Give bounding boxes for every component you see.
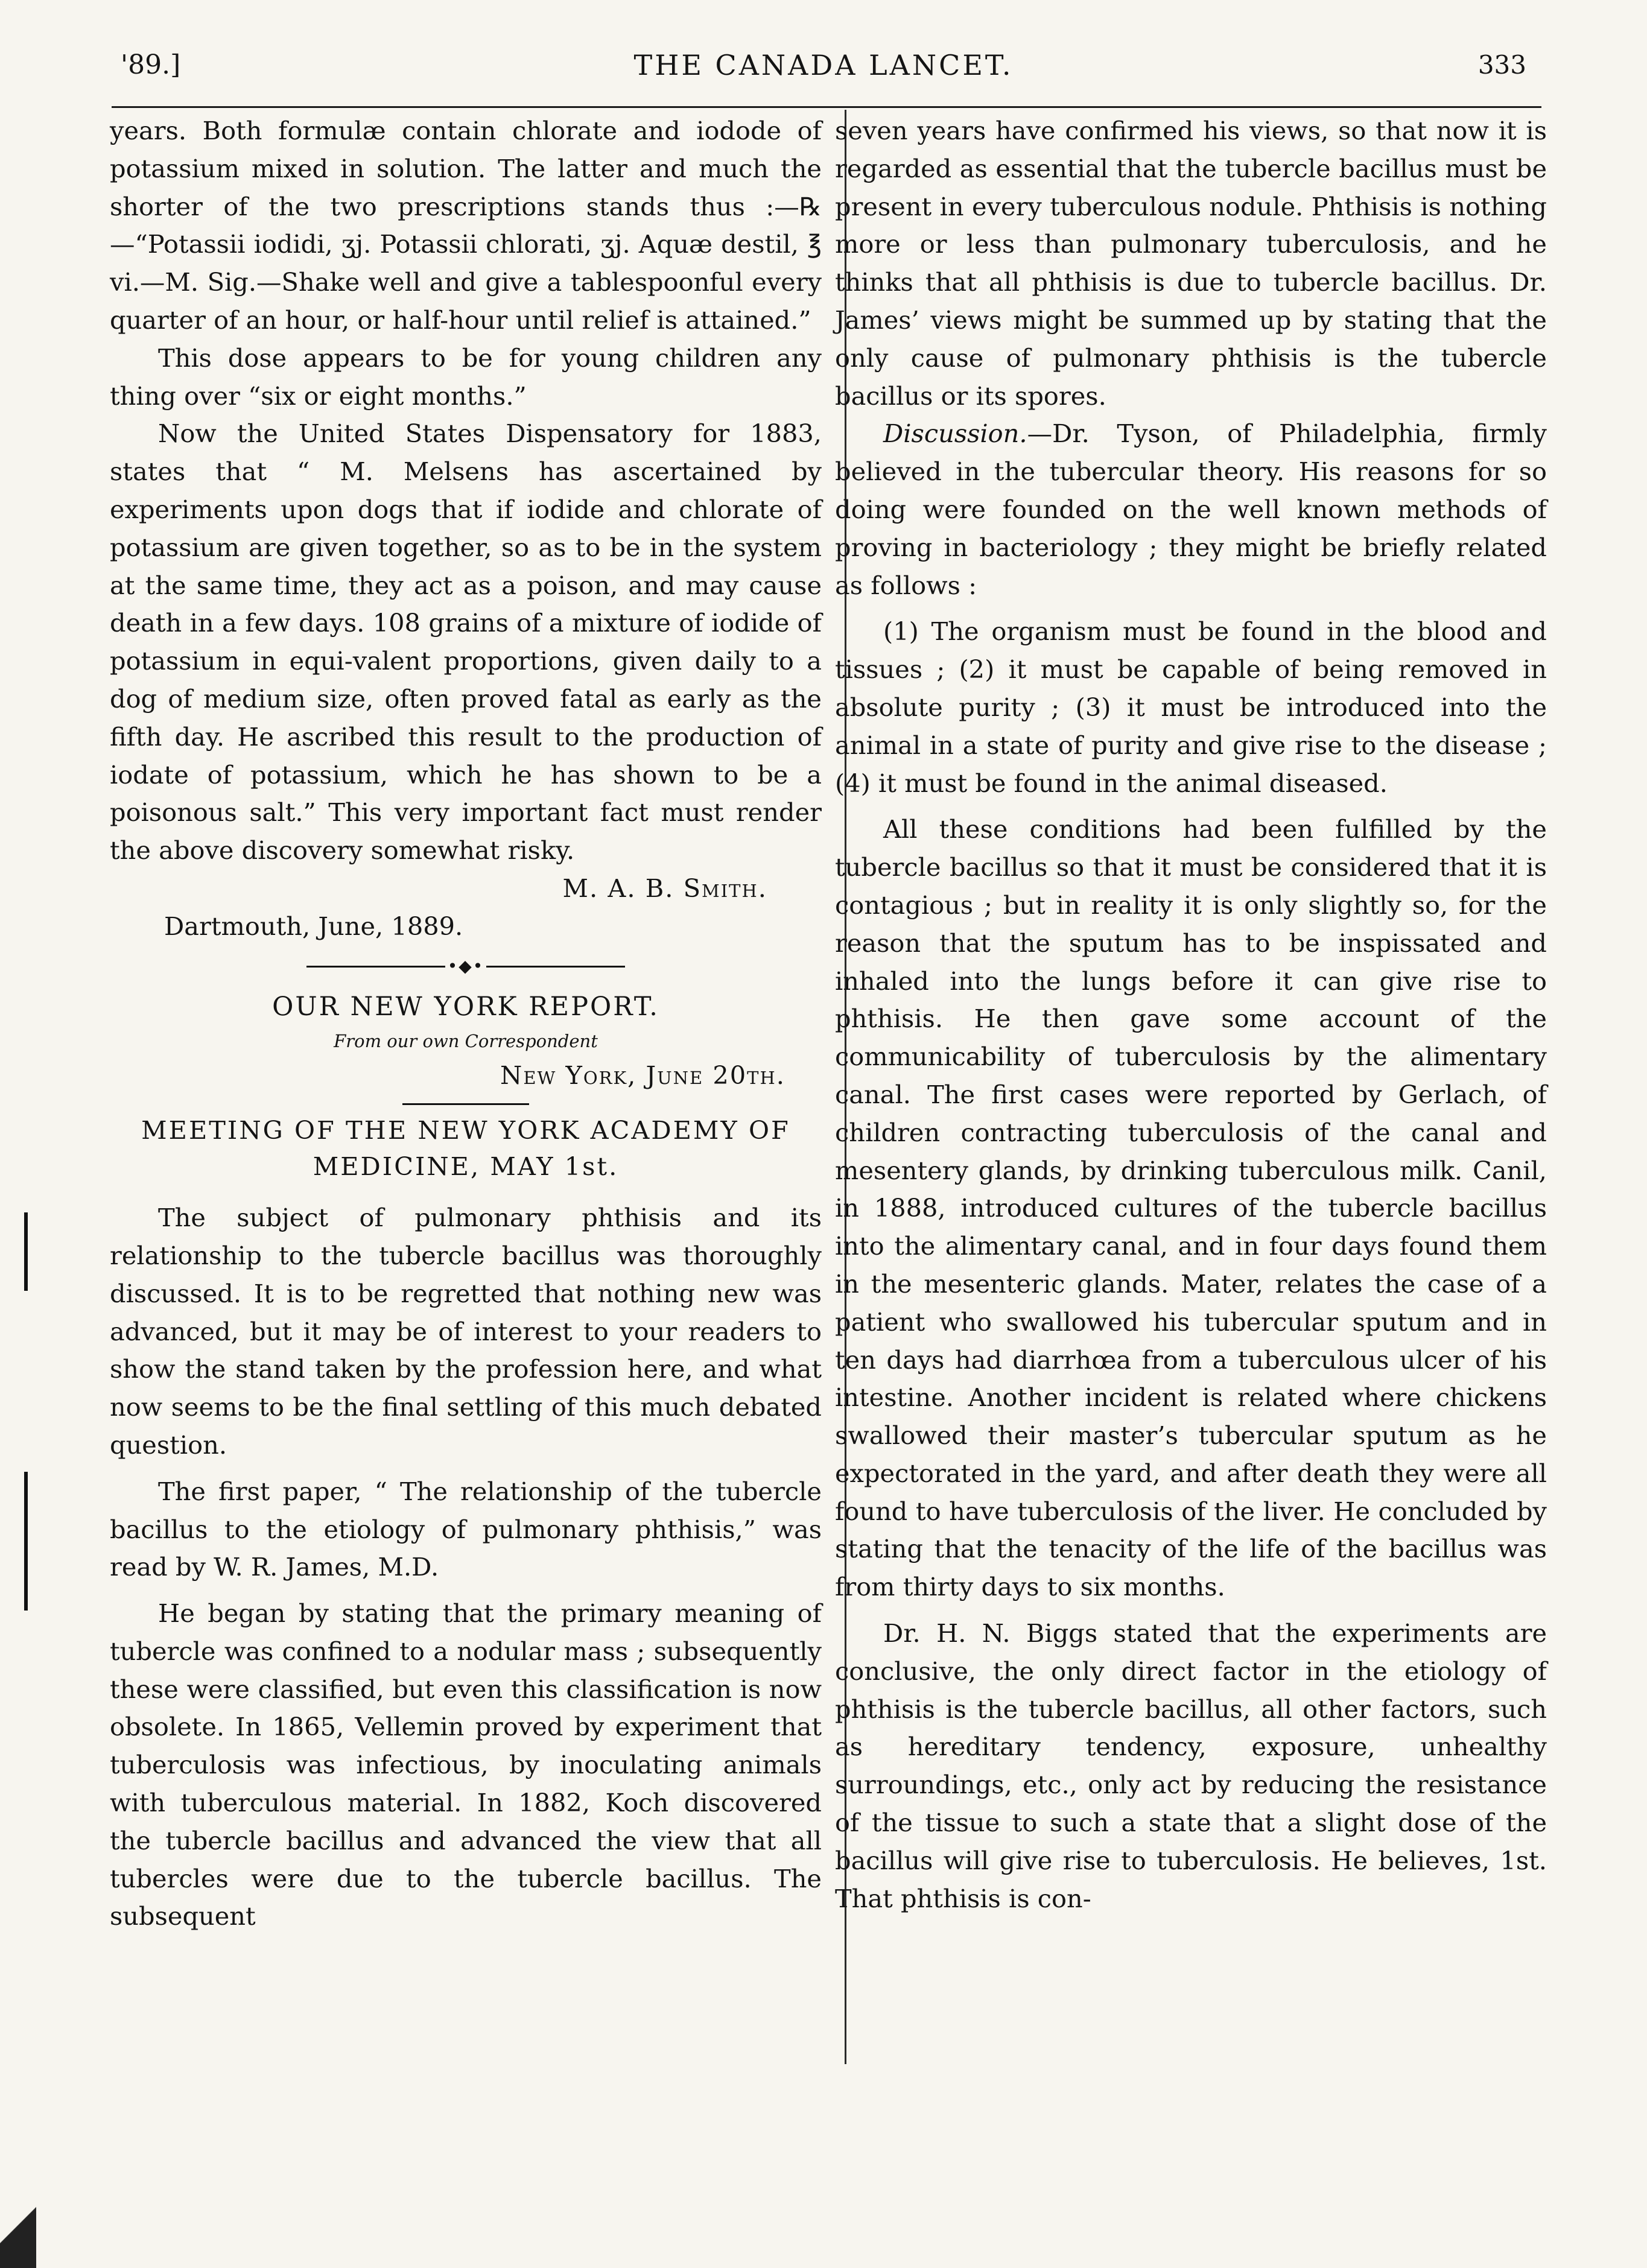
- header-year: '89.]: [121, 49, 181, 80]
- paragraph: Dr. H. N. Biggs stated that the experiments are conclusive, the only direct factor in the etiology of phthisis is the tubercle bacillus, all other factors, such as hereditary tendency, exposure, unhealthy surroundings, etc., only act by reducing the resistance of the tissue to such a state that a slight dose of the bacillus will give rise to tuberculosis. He believes, 1st. That phthisis is con-: [835, 1618, 1547, 1913]
- paragraph: This dose appears to be for young children any thing over “six or eight months.”: [110, 343, 822, 411]
- author-signature: M. A. B. Smith.: [562, 873, 767, 903]
- scan-corner-shadow: [0, 2202, 36, 2268]
- journal-title: THE CANADA LANCET.: [633, 49, 1014, 81]
- paragraph: The subject of pulmonary phthisis and its relationship to the tubercle bacillus was thoroughly discussed. It is to be regretted that nothing new was advanced, but it may be of interest to your readers to show the stand taken by the profession here, and what now seems to be the final settling of this much debated question.: [110, 1203, 822, 1460]
- discussion-lead: Discussion.: [883, 419, 1027, 449]
- dateline: Dartmouth, June, 1889.: [164, 911, 463, 941]
- paragraph: seven years have confirmed his views, so that now it is regarded as essential that the tubercle bacillus must be present in every tuberculous nodule. Phthisis is nothing more or less than pulmonary tuberculosis, and he thinks that all phthisis is due to tubercle bacillus. Dr. James’ views might be summed up by stating that the only cause of pulmonary phthisis is the tubercle bacillus or its spores.: [835, 116, 1547, 411]
- article-title: MEETING OF THE NEW YORK ACADEMY OF MEDICINE, MAY 1st.: [141, 1115, 790, 1182]
- discussion-text: —Dr. Tyson, of Philadelphia, firmly believed in the tubercular theory. His reasons for so doing were founded on the well known methods of proving in bacteriology ; they might be briefly related as follows :: [835, 419, 1547, 600]
- paragraph: (1) The organism must be found in the blood and tissues ; (2) it must be capable of being removed in absolute purity ; (3) it must be introduced into the animal in a state of purity and give rise to the disease ; (4) it must be found in the animal diseased.: [835, 616, 1547, 798]
- report-place-date: New York, June 20th.: [500, 1060, 785, 1091]
- paragraph: All these conditions had been fulfilled by the tubercle bacillus so that it must be considered that it is contagious ; but in reality it is only slightly so, for the reason that the sputum has to be inspissated and inhaled into the lungs before it can give rise to phthisis. He then gave some account of the communicability of tuberculosis by the alimentary canal. The first cases were reported by Gerlach, of children contracting tuberculosis of the canal and mesentery glands, by drinking tuberculous milk. Canil, in 1888, introduced cultures of the tubercle bacillus into the alimentary canal, and in four days found them in the mesenteric glands. Mater, relates the case of a patient who swallowed his tubercular sputum and in ten days had diarrhœa from a tuberculous ulcer of his intestine. Another incident is related where chickens swallowed their master’s tubercular sputum as he expectorated in the yard, and after death they were all found to have tuberculosis of the liver. He concluded by stating that the tenacity of the life of the bacillus was from thirty days to six months.: [835, 814, 1547, 1602]
- paragraph: He began by stating that the primary meaning of tubercle was confined to a nodular mass ; subsequently these were classified, but even this classification is now obsolete. In 1865, Vellemin proved by experiment that tuberculosis was infectious, by inoculating animals with tuberculous material. In 1882, Koch discovered the tubercle bacillus and advanced the view that all tubercles were due to the tubercle bacillus. The subsequent: [110, 1598, 822, 1931]
- section-heading: OUR NEW YORK REPORT.: [272, 991, 659, 1022]
- page-number: 333: [1477, 50, 1526, 80]
- section-ornament: •◆•: [110, 946, 822, 988]
- right-column: [835, 112, 1547, 1918]
- left-column: [110, 112, 822, 1936]
- header-rule: [112, 106, 1541, 108]
- byline: From our own Correspondent: [334, 1031, 598, 1052]
- paragraph: [835, 415, 1547, 604]
- scan-edge-mark: [24, 1212, 28, 1291]
- paragraph: The first paper, “ The relationship of the tubercle bacillus to the etiology of pulmonary phthisis,” was read by W. R. James, M.D.: [110, 1476, 822, 1582]
- paragraph: Now the United States Dispensatory for 1883, states that “ M. Melsens has ascertained by experiments upon dogs that if iodide and chlorate of potassium are given together, so as to be in the system at the same time, they act as a poison, and may cause death in a few days. 108 grains of a mixture of iodide of potassium in equi-valent proportions, given daily to a dog of medium size, often proved fatal as early as the fifth day. He ascribed this result to the production of iodate of potassium, which he has shown to be a poisonous salt.” This very important fact must render the above discovery somewhat risky.: [110, 419, 822, 866]
- scan-edge-mark: [24, 1472, 28, 1611]
- paragraph: years. Both formulæ contain chlorate and iodode of potassium mixed in solution. The latter and much the shorter of the two prescriptions stands thus :—℞—“Potassii iodidi, ʒj. Potassii chlorati, ʒj. Aquæ destil, ℥ vi.—M. Sig.—Shake well and give a tablespoonful every quarter of an hour, or half-hour until relief is attained.”: [110, 116, 822, 335]
- short-rule: [402, 1103, 529, 1105]
